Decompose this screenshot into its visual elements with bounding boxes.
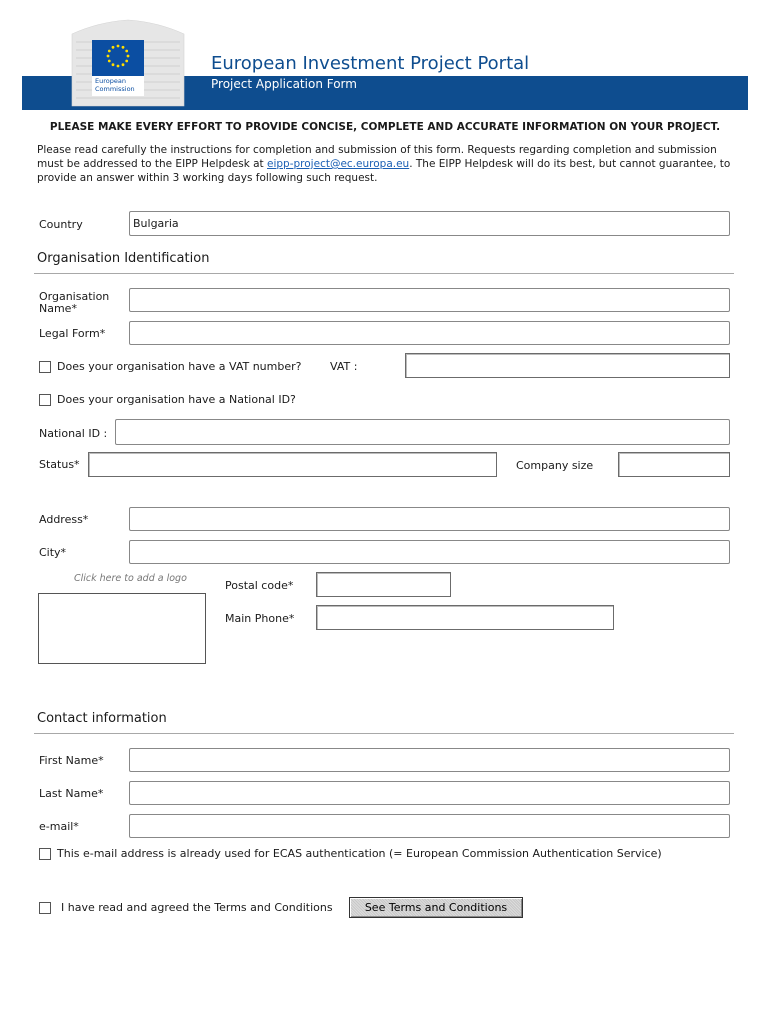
national-id-label: National ID : <box>39 427 108 440</box>
organisation-section-title: Organisation Identification <box>37 251 210 266</box>
organisation-name-label <box>39 291 109 315</box>
page-title: European Investment Project Portal <box>211 53 530 74</box>
organisation-name-label-line2: Name* <box>39 302 77 315</box>
vat-question-label: Does your organisation have a VAT number? <box>57 360 302 373</box>
intro-paragraph <box>37 143 737 185</box>
see-terms-button[interactable]: See Terms and Conditions <box>349 897 523 918</box>
vat-checkbox[interactable] <box>39 361 51 373</box>
last-name-input[interactable] <box>129 781 730 805</box>
helpdesk-email-link[interactable]: eipp-project@ec.europa.eu <box>267 158 410 170</box>
country-field[interactable]: Bulgaria <box>129 211 730 236</box>
ecas-checkbox[interactable] <box>39 848 51 860</box>
ecas-question-label: This e-mail address is already used for ECAS authentication (= European Commission Authentication Service) <box>57 847 662 860</box>
city-input[interactable] <box>129 540 730 564</box>
postal-code-label: Postal code* <box>225 579 294 592</box>
email-input[interactable] <box>129 814 730 838</box>
logo-upload-box[interactable] <box>38 593 206 664</box>
section-divider <box>34 273 734 274</box>
terms-checkbox[interactable] <box>39 902 51 914</box>
page-subtitle: Project Application Form <box>211 77 357 91</box>
national-id-input[interactable] <box>115 419 730 445</box>
email-label: e-mail* <box>39 820 79 833</box>
terms-agree-label: I have read and agreed the Terms and Conditions <box>61 901 333 914</box>
intro-text-before: Please read carefully the instructions for completion and submission of this form. Requests regarding completion and submission must be addressed to the EIPP Helpdesk at <box>37 144 717 170</box>
logo-hint-text: Click here to add a logo <box>74 573 187 584</box>
city-label: City* <box>39 546 67 559</box>
section-divider <box>34 733 734 734</box>
postal-code-input[interactable] <box>316 572 451 597</box>
company-size-label: Company size <box>516 459 594 472</box>
logo-line-1: European <box>95 77 126 85</box>
last-name-label: Last Name* <box>39 787 104 800</box>
first-name-label: First Name* <box>39 754 104 767</box>
eu-flag <box>92 40 144 76</box>
contact-section-title: Contact information <box>37 711 167 726</box>
commission-logo-text <box>92 76 144 96</box>
first-name-input[interactable] <box>129 748 730 772</box>
notice-text: PLEASE MAKE EVERY EFFORT TO PROVIDE CONCISE, COMPLETE AND ACCURATE INFORMATION ON YOUR PROJECT. <box>49 121 721 133</box>
vat-label: VAT : <box>330 360 358 373</box>
intro-text-after: . The EIPP Helpdesk will do its best, but cannot guarantee, to provide an answer within 3 working days following such request. <box>37 158 731 184</box>
status-label: Status* <box>39 458 80 471</box>
logo-line-2: Commission <box>95 84 135 93</box>
organisation-name-label-line1: Organisation <box>39 290 110 303</box>
vat-input[interactable] <box>405 353 730 378</box>
eu-stars-icon <box>92 40 144 76</box>
address-input[interactable] <box>129 507 730 531</box>
company-size-input[interactable] <box>618 452 730 477</box>
main-phone-label: Main Phone* <box>225 612 295 625</box>
main-phone-input[interactable] <box>316 605 614 630</box>
legal-form-input[interactable] <box>129 321 730 345</box>
organisation-name-input[interactable] <box>129 288 730 312</box>
status-input[interactable] <box>88 452 497 477</box>
national-id-question-label: Does your organisation have a National ID? <box>57 393 296 406</box>
country-label: Country <box>39 218 83 231</box>
address-label: Address* <box>39 513 89 526</box>
national-id-checkbox[interactable] <box>39 394 51 406</box>
legal-form-label: Legal Form* <box>39 327 106 340</box>
